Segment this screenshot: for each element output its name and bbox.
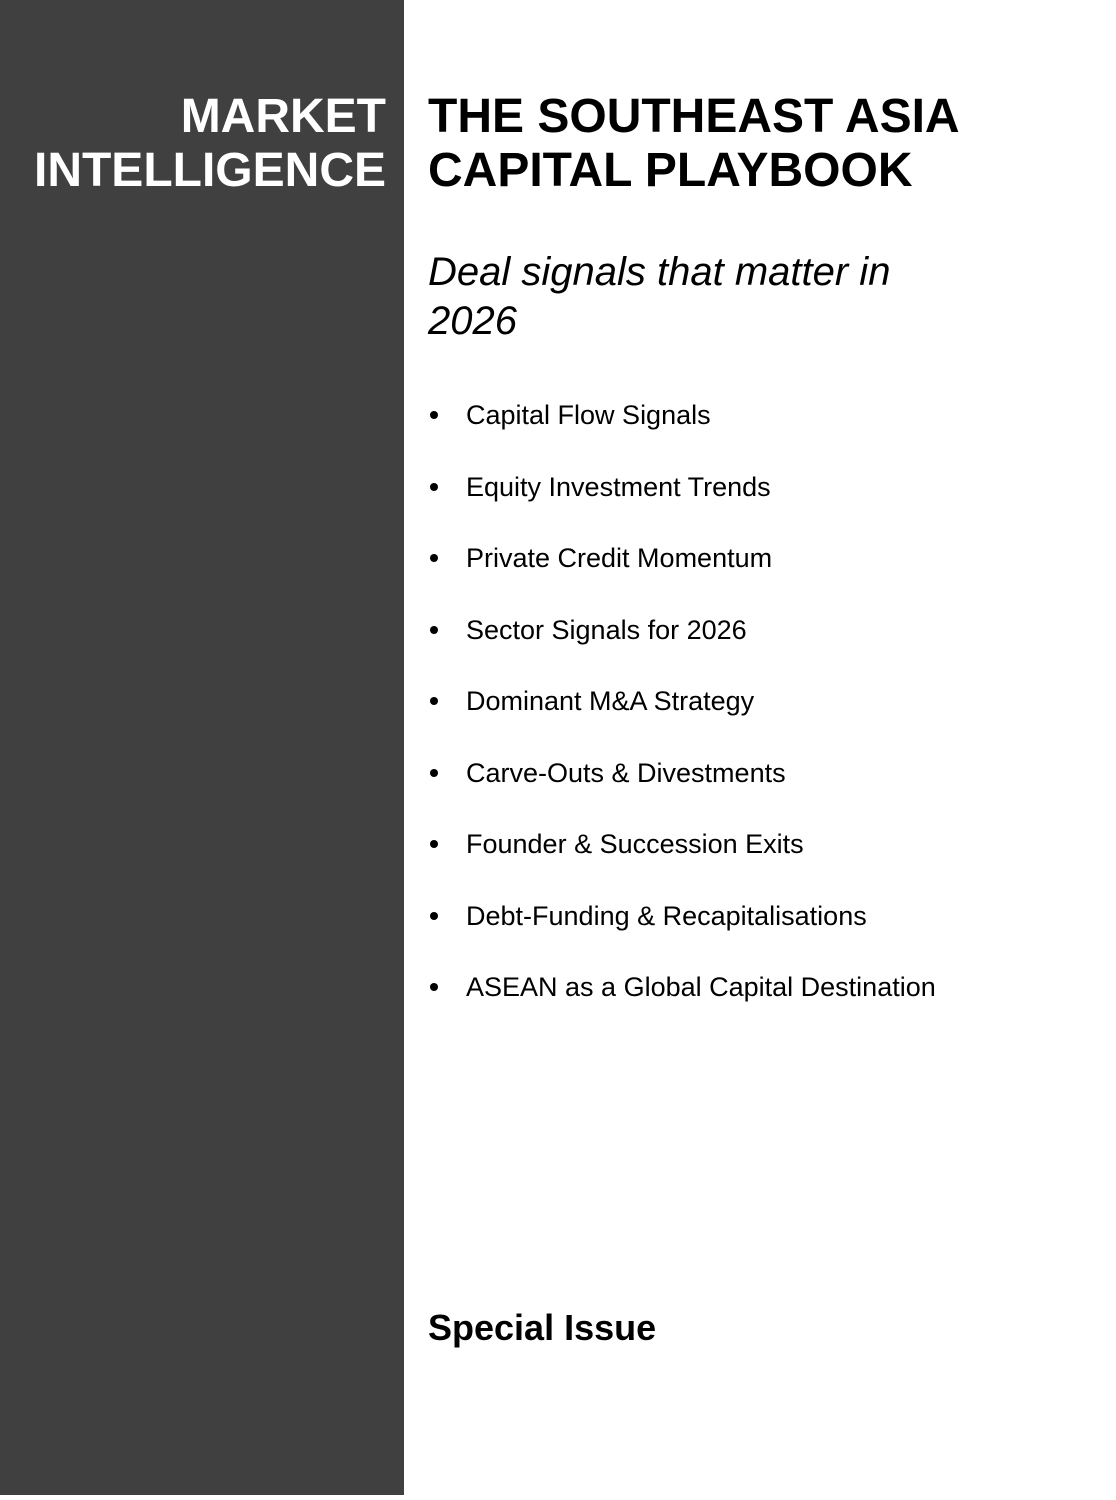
- topic-label: Debt-Funding & Recapitalisations: [466, 900, 867, 931]
- bullet-icon: [430, 983, 438, 991]
- topic-label: Equity Investment Trends: [466, 471, 771, 502]
- topic-list: [428, 392, 1068, 1059]
- topic-item: [428, 953, 936, 1022]
- bullet-icon: [430, 769, 438, 777]
- topic-item: [428, 893, 936, 939]
- topic-item: [428, 392, 936, 438]
- bullet-icon: [430, 483, 438, 491]
- sidebar-panel: [0, 0, 404, 1495]
- bullet-icon: [430, 626, 438, 634]
- page-title: [428, 90, 960, 198]
- topic-label: Dominant M&A Strategy: [466, 686, 755, 716]
- topic-label: ASEAN as a Global Capital Destination: [466, 972, 936, 1002]
- bullet-icon: [430, 840, 438, 848]
- topic-item: [428, 607, 936, 653]
- page-title-line-1: THE SOUTHEAST ASIA: [428, 90, 960, 143]
- page-subtitle: Deal signals that matter in 2026: [428, 250, 891, 343]
- page-title-line-2: CAPITAL PLAYBOOK: [428, 144, 913, 197]
- topic-item: [428, 821, 936, 867]
- topic-item: [428, 464, 936, 510]
- topic-label: Sector Signals for 2026: [466, 614, 747, 645]
- topic-label: Capital Flow Signals: [466, 400, 711, 430]
- topic-label: Founder & Succession Exits: [466, 829, 804, 859]
- topic-label: Carve-Outs & Divestments: [466, 757, 786, 788]
- sidebar-heading-line-1: MARKET: [180, 90, 386, 143]
- topic-item: [428, 535, 936, 581]
- sidebar-heading: [34, 90, 386, 198]
- issue-label: Special Issue: [428, 1307, 657, 1348]
- sidebar-heading-line-2: INTELLIGENCE: [33, 144, 386, 197]
- bullet-icon: [430, 697, 438, 705]
- topic-label: Private Credit Momentum: [466, 543, 773, 573]
- bullet-icon: [430, 554, 438, 562]
- bullet-icon: [430, 411, 438, 419]
- topic-item: [428, 750, 936, 796]
- topic-item: [428, 678, 936, 724]
- bullet-icon: [430, 912, 438, 920]
